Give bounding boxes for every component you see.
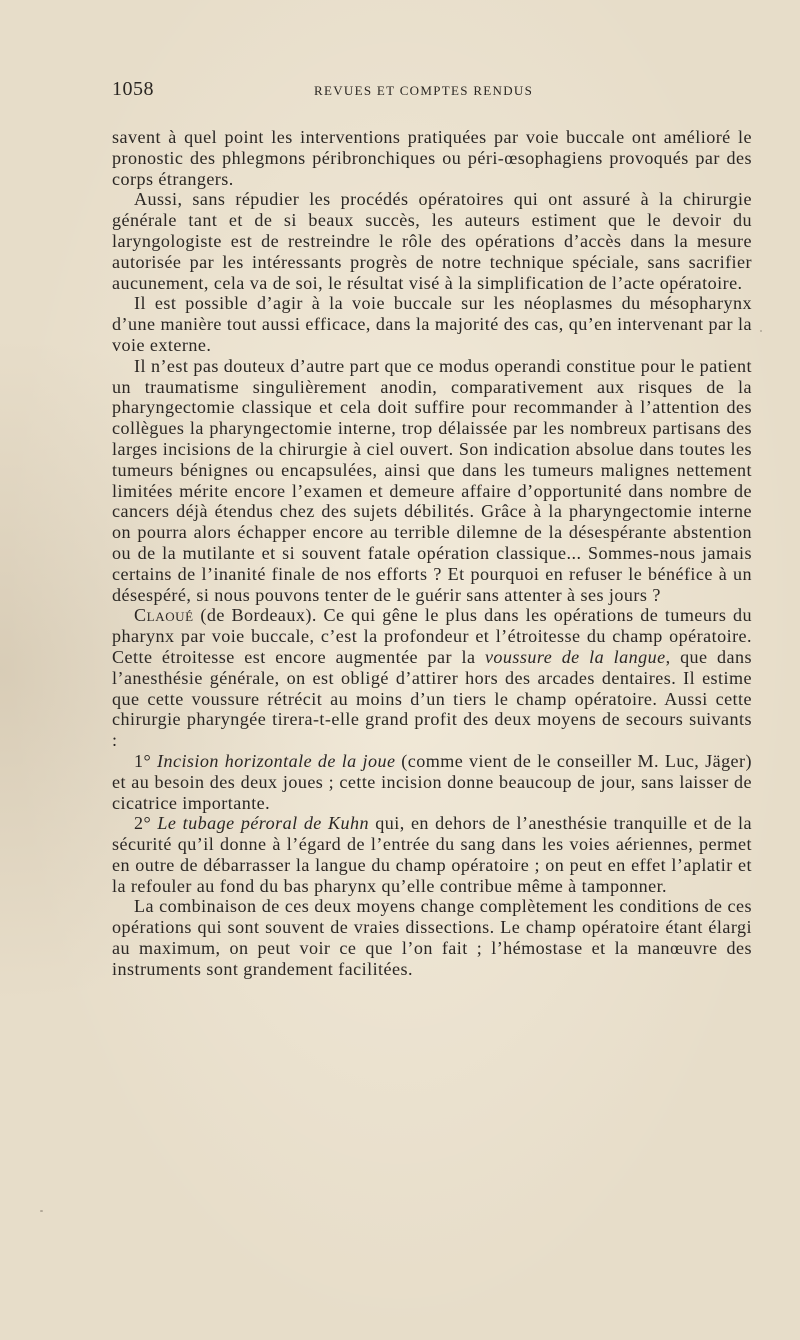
paragraph-5 — [112, 605, 752, 751]
body-text — [112, 127, 752, 980]
paragraph-8: La combinaison de ces deux moyens change complètement les conditions de ces opérations qui sont souvent de vraies dissections. Le champ opératoire étant élargi au maximum, on peut voir ce que l’on fait ; l’hémostase et la manœuvre des instruments sont grandement facilitées. — [112, 896, 752, 979]
item-2-text: qui, en dehors de l’anesthésie tranquille et de la sécurité qu’il donne à l’égard de l’entrée du sang dans les voies aériennes, permet en outre de débarrasser la langue du champ opératoire ; on peut en effet l’aplatir et la refouler au fond du bas pharynx qu’elle contribue même à tamponner. — [112, 813, 753, 896]
author-name: Claoué — [134, 605, 194, 626]
paper-speck — [148, 596, 150, 598]
paragraph-5-emphasis: voussure de la langue — [484, 646, 666, 667]
paragraph-7 — [112, 813, 752, 896]
item-1-text: (comme vient de le conseiller M. Luc, Jäger) et au besoin des deux joues ; cette incision donne beaucoup de jour, sans laisser de cicatrice importante. — [112, 750, 752, 813]
page-number: 1058 — [112, 78, 154, 100]
paragraph-4: Il n’est pas douteux d’autre part que ce modus operandi constitue pour le patient un traumatisme singulièrement anodin, comparativement aux risques de la pharyngectomie classique et cela doit suffire pour recommander à l’attention des collègues la pharyngectomie interne, trop délaissée par les nombreux partisans des larges incisions de la chirurgie à ciel ouvert. Son indication absolue dans toutes les tumeurs bénignes ou encapsulées, ainsi que dans les tumeurs malignes nettement limitées mérite encore l’examen et demeure affaire d’opportunité dans nombre de cancers déjà étendus chez des sujets débilités. Grâce à la pharyngectomie interne on pourra alors échapper encore au terrible dilemne de la désespérante abstention ou de la mutilante et si souvent fatale opération classique... Sommes-nous jamais certains de l’inanité finale de nos efforts ? Et pourquoi en refuser le bénéfice à un désespéré, si nous pouvons tenter de le guérir sans attenter à ses jours ? — [112, 355, 752, 605]
paper-speck — [40, 1210, 43, 1212]
running-head — [112, 78, 752, 104]
item-number-1: 1° — [134, 750, 157, 771]
paper-speck — [760, 330, 762, 332]
paragraph-5-text: (de Bordeaux). Ce qui gêne le plus dans les opérations de tumeurs du pharynx par voie buccale, c’est la profondeur et l’étroitesse du champ opératoire. Cette étroitesse est encore augmentée par la — [112, 605, 752, 667]
item-2-title: Le tubage péroral de Kuhn — [157, 813, 370, 834]
item-1-title: Incision horizontale de la joue — [157, 750, 396, 771]
running-title: REVUES ET COMPTES RENDUS — [314, 83, 534, 98]
paragraph-3: Il est possible d’agir à la voie buccale sur les néoplasmes du mésopharynx d’une manière tout aussi efficace, dans la majorité des cas, qu’en intervenant par la voie externe. — [112, 293, 752, 355]
paragraph-2: Aussi, sans répudier les procédés opératoires qui ont assuré à la chirurgie générale tant et de si beaux succès, les auteurs estiment que le devoir du laryngologiste est de restreindre le rôle des opérations d’accès dans la mesure autorisée par les intéressants progrès de notre technique spéciale, sans sacrifier aucunement, cela va de soi, le résultat visé à la simplification de l’acte opératoire. — [112, 189, 752, 293]
paragraph-6 — [112, 751, 752, 813]
paragraph-5-rest: , que dans l’anesthésie générale, on est obligé d’attirer hors des arcades dentaires. Il estime que cette voussure rétrécit au moins d’un tiers le champ opératoire. Aussi cette chirurgie pharyngée tirera-t-elle grand profit des deux moyens de secours suivants : — [112, 646, 753, 751]
paragraph-1: savent à quel point les interventions pratiquées par voie buccale ont amélioré le pronostic des phlegmons péribronchiques ou péri-œsophagiens provoqués par des corps étrangers. — [112, 127, 752, 189]
item-number-2: 2° — [134, 813, 158, 834]
book-page — [112, 0, 752, 1340]
